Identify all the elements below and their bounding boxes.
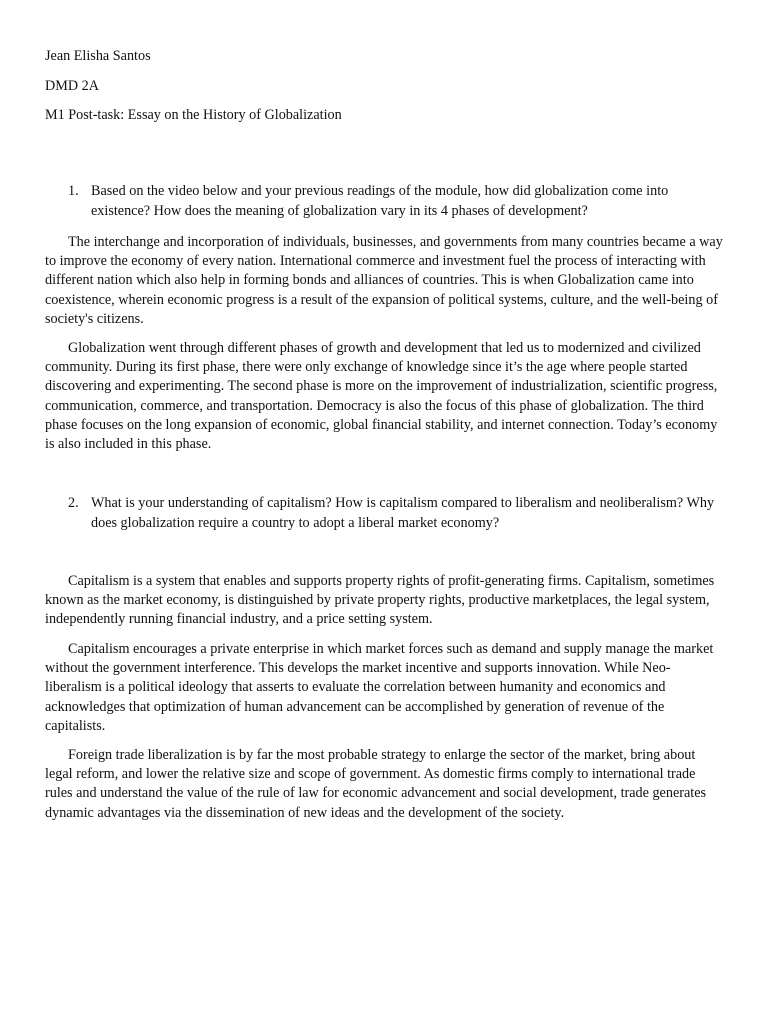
answer-2-paragraph-1: Capitalism is a system that enables and supports property rights of profit-generating firms. Capitalism, sometimes known as the market economy, is distinguished by private property rights, productive marketplaces, the legal system, independently running financial industry, and a price setting system.: [45, 573, 715, 628]
answer-1-paragraph-2: Globalization went through different phases of growth and development that led us to modernized and civilized community. During its first phase, there were only exchange of knowledge since it’s the age where people started discovering and experimenting. The second phase is more on the improvement of industrialization, scientific progress, communication, commerce, and transportation. Democracy is also the focus of this phase of globalization. The third phase focuses on the long expansion of economic, global financial stability, and internet connection. Today’s economy is also included in this phase.: [45, 340, 718, 453]
question-1: [68, 182, 728, 221]
question-2: [68, 494, 728, 533]
question-number: 2.: [68, 495, 79, 511]
question-text: What is your understanding of capitalism? How is capitalism compared to liberalism and neoliberalism? Why does globalization require a country to adopt a liberal market economy?: [91, 495, 715, 531]
document-title: M1 Post-task: Essay on the History of Globalization: [45, 107, 342, 123]
question-number: 1.: [68, 183, 79, 199]
class-section: DMD 2A: [45, 78, 99, 94]
answer-2-paragraph-3: Foreign trade liberalization is by far the most probable strategy to enlarge the sector of the market, bring about legal reform, and lower the relative size and scope of government. As domestic firms comply to international trade rules and understand the value of the rule of law for economic advancement and social development, trade generates dynamic advantages via the dissemination of new ideas and the development of the society.: [45, 747, 707, 821]
answer-1-paragraph-1: The interchange and incorporation of individuals, businesses, and governments from many countries became a way to improve the economy of every nation. International commerce and investment fuel the process of interacting with different nation which also help in forming bonds and alliances of countries. This is when Globalization came into coexistence, wherein economic progress is a result of the expansion of political systems, culture, and the well-being of society's citizens.: [45, 234, 723, 327]
question-text: Based on the video below and your previous readings of the module, how did globalization come into existence? How does the meaning of globalization vary in its 4 phases of development?: [91, 183, 669, 219]
author-name: Jean Elisha Santos: [45, 48, 151, 64]
answer-2-paragraph-2: Capitalism encourages a private enterprise in which market forces such as demand and supply manage the market without the government interference. This develops the market incentive and supports innovation. While Neo-liberalism is a political ideology that asserts to evaluate the correlation between humanity and economics and acknowledges that optimization of human advancement can be accomplished by generation of revenue of the capitalists.: [45, 641, 714, 734]
